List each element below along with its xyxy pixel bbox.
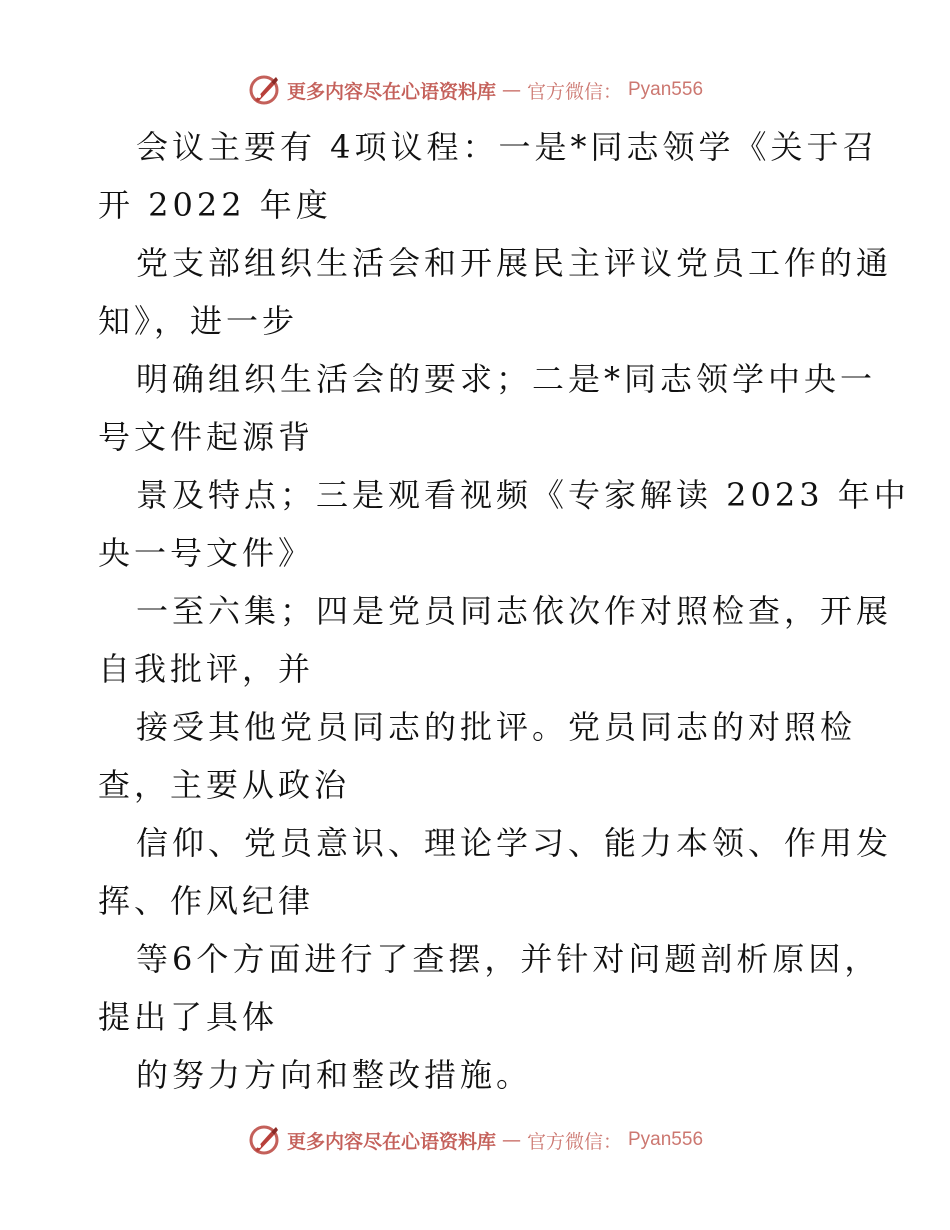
footer-watermark [0,1120,950,1160]
body-line: 挥、作风纪律 [98,882,315,920]
watermark-main-text: 更多内容尽在心语资料库 [286,80,496,103]
body-line: 景及特点；三是观看视频《专家解读 2023 年中 [136,476,910,514]
body-line: 提出了具体 [98,998,279,1036]
body-line: 接受其他党员同志的批评。党员同志的对照检 [136,708,857,746]
body-line: 党支部组织生活会和开展民主评议党员工作的通 [136,244,893,282]
quill-logo-icon [247,73,281,107]
body-line: 央一号文件》 [98,534,315,572]
body-line: 开 2022 年度 [98,186,332,224]
watermark-wechat-id: Pyan556 [628,1129,704,1150]
body-line: 信仰、党员意识、理论学习、能力本领、作用发 [136,824,893,862]
quill-logo-icon [247,1123,281,1157]
body-line: 等6个方面进行了查摆，并针对问题剖析原因， [136,940,881,978]
body-line: 一至六集；四是党员同志依次作对照检查，开展 [136,592,893,630]
body-line: 的努力方向和整改措施。 [136,1056,533,1094]
body-line: 知》，进一步 [98,302,299,340]
watermark-dash: — [501,1129,521,1151]
watermark-sub-text: 官方微信： [526,1130,622,1153]
watermark-main-text: 更多内容尽在心语资料库 [286,1130,496,1153]
watermark-wechat-id: Pyan556 [628,79,704,100]
watermark-dash: — [501,79,521,101]
body-line: 号文件起源背 [98,418,315,456]
document-body [98,118,910,1104]
body-line: 会议主要有 4项议程：一是*同志领学《关于召 [136,128,879,166]
watermark-sub-text: 官方微信： [526,80,622,103]
body-line: 自我批评，并 [98,650,315,688]
header-watermark [0,70,950,110]
body-line: 查，主要从政治 [98,766,351,804]
body-line: 明确组织生活会的要求；二是*同志领学中央一 [136,360,877,398]
